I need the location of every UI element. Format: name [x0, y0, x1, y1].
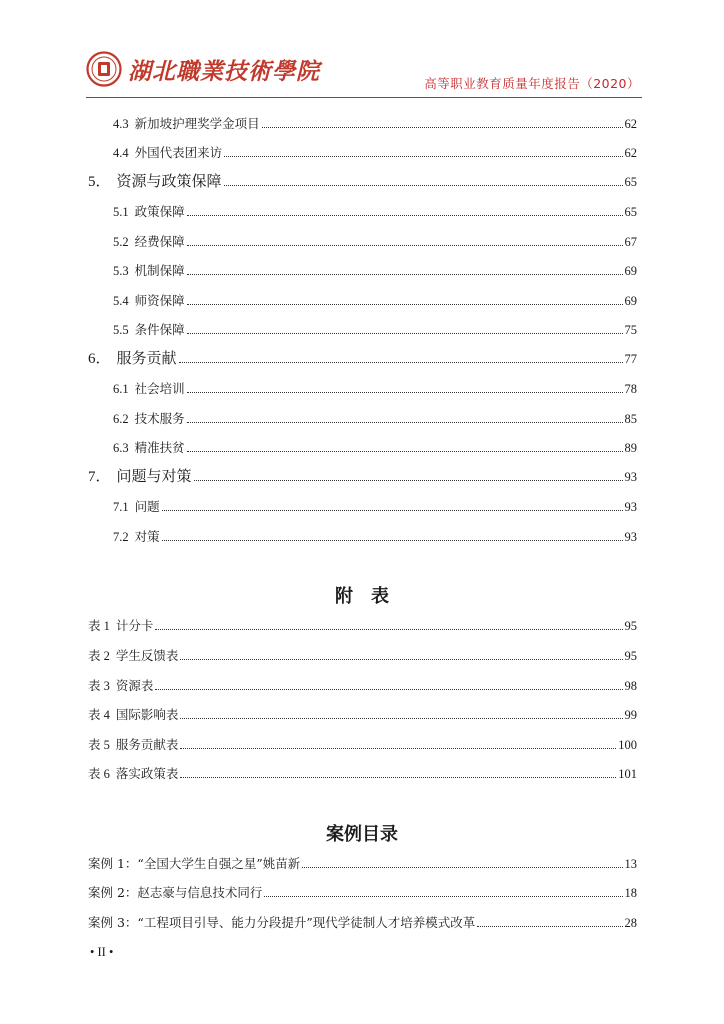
appendix-heading: 附 表	[335, 586, 389, 607]
leader-dots	[477, 926, 622, 927]
school-seal-icon	[86, 51, 122, 87]
appendix-entry[interactable]: 表 5 服务贡献表 100	[88, 737, 637, 752]
leader-dots	[187, 333, 623, 334]
toc-page-number: 98	[624, 679, 637, 693]
toc-page-number: 28	[624, 916, 637, 930]
leader-dots	[155, 629, 622, 630]
toc-entry[interactable]: 5.2 经费保障 67	[113, 234, 637, 249]
school-logo	[86, 47, 320, 91]
leader-dots	[302, 867, 622, 868]
toc-chapter[interactable]: 7． 问题与对策 93	[88, 467, 637, 485]
toc-page-number: 77	[624, 352, 637, 366]
toc-page-number: 93	[624, 530, 637, 544]
leader-dots	[224, 156, 622, 157]
cases-heading: 案例目录	[326, 824, 398, 845]
toc-page-number: 99	[624, 708, 637, 722]
toc-page-number: 89	[624, 441, 637, 455]
toc-entry[interactable]: 7.2 对策 93	[113, 529, 637, 544]
toc-page-number: 93	[624, 500, 637, 514]
toc-page-number: 18	[624, 886, 637, 900]
leader-dots	[187, 215, 623, 216]
leader-dots	[187, 304, 623, 305]
leader-dots	[187, 392, 623, 393]
leader-dots	[180, 748, 616, 749]
toc-page-number: 69	[624, 264, 637, 278]
case-entry[interactable]: 案例 1：“全国大学生自强之星”姚苗新 13	[88, 856, 637, 871]
case-entry[interactable]: 案例 2：赵志豪与信息技术同行 18	[88, 885, 637, 900]
toc-page-number: 95	[624, 649, 637, 663]
toc-page-number: 100	[618, 738, 637, 752]
page-number-footer: • II •	[90, 945, 114, 959]
toc-entry[interactable]: 4.3 新加坡护理奖学金项目 62	[113, 116, 637, 131]
header-rule	[86, 97, 642, 98]
leader-dots	[187, 422, 623, 423]
appendix-entry[interactable]: 表 1 计分卡 95	[88, 618, 637, 633]
toc-page-number: 65	[624, 175, 637, 189]
toc-entry[interactable]: 6.3 精准扶贫 89	[113, 440, 637, 455]
toc-page-number: 95	[624, 619, 637, 633]
toc-entry[interactable]: 5.5 条件保障 75	[113, 322, 637, 337]
toc-entry[interactable]: 7.1 问题 93	[113, 499, 637, 514]
toc-entry[interactable]: 5.1 政策保障 65	[113, 204, 637, 219]
toc-page-number: 85	[624, 412, 637, 426]
toc-page-number: 78	[624, 382, 637, 396]
leader-dots	[155, 689, 622, 690]
appendix-entry[interactable]: 表 4 国际影响表 99	[88, 707, 637, 722]
leader-dots	[187, 274, 623, 275]
page-header	[86, 40, 642, 100]
case-entry[interactable]: 案例 3：“工程项目引导、能力分段提升”现代学徒制人才培养模式改革 28	[88, 915, 637, 930]
leader-dots	[180, 777, 616, 778]
toc-page-number: 65	[624, 205, 637, 219]
toc-page-number: 69	[624, 294, 637, 308]
leader-dots	[187, 451, 623, 452]
toc-entry[interactable]: 5.3 机制保障 69	[113, 263, 637, 278]
appendix-entry[interactable]: 表 2 学生反馈表 95	[88, 648, 637, 663]
leader-dots	[180, 718, 622, 719]
toc-page-number: 101	[618, 767, 637, 781]
leader-dots	[187, 245, 623, 246]
leader-dots	[264, 896, 622, 897]
toc-chapter[interactable]: 5． 资源与政策保障 65	[88, 172, 637, 190]
toc-page-number: 75	[624, 323, 637, 337]
toc-entry[interactable]: 5.4 师资保障 69	[113, 293, 637, 308]
toc-chapter[interactable]: 6． 服务贡献 77	[88, 349, 637, 367]
leader-dots	[162, 510, 623, 511]
toc-entry[interactable]: 6.1 社会培训 78	[113, 381, 637, 396]
leader-dots	[224, 185, 623, 186]
toc-page-number: 67	[624, 235, 637, 249]
appendix-entry[interactable]: 表 6 落实政策表 101	[88, 766, 637, 781]
leader-dots	[180, 659, 622, 660]
leader-dots	[194, 480, 623, 481]
school-name: 湖北職業技術學院	[128, 57, 320, 85]
toc-page-number: 62	[624, 146, 637, 160]
toc-page-number: 62	[624, 117, 637, 131]
leader-dots	[262, 127, 623, 128]
report-title: 高等职业教育质量年度报告（2020）	[424, 76, 640, 91]
leader-dots	[162, 540, 623, 541]
toc-entry[interactable]: 6.2 技术服务 85	[113, 411, 637, 426]
toc-entry[interactable]: 4.4 外国代表团来访 62	[113, 145, 637, 160]
toc-page-number: 93	[624, 470, 637, 484]
leader-dots	[179, 362, 623, 363]
appendix-entry[interactable]: 表 3 资源表 98	[88, 678, 637, 693]
toc-page-number: 13	[624, 857, 637, 871]
